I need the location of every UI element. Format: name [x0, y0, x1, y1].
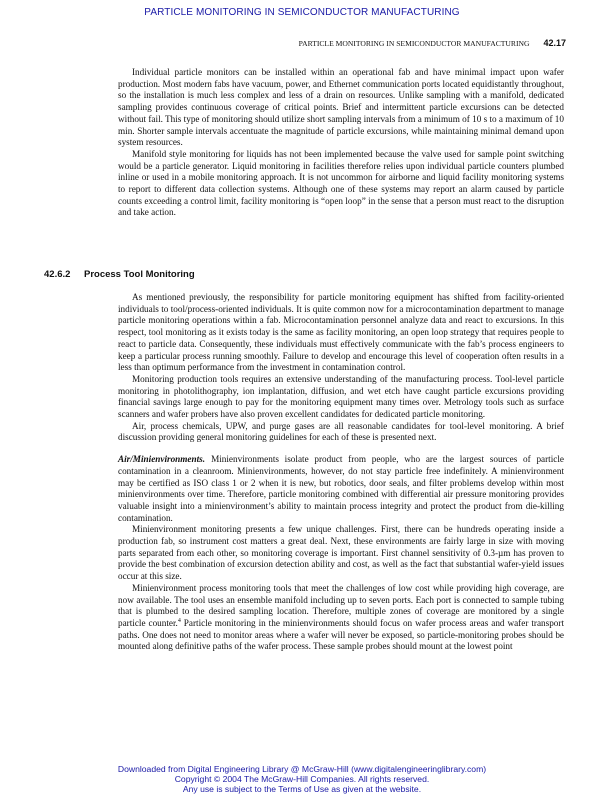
running-head [299, 38, 566, 48]
paragraph: Monitoring production tools requires an extensive understanding of the manufacturing process. Tool-level particle monitoring in photolithography, ion implantation, diffusion, and wet etch have caught particle excursions providing financial savings large enough to pay for the monitoring equipment many times over. Metrology tools such as surface scanners and wafer probers have also proven excellent candidates for dedicated particle monitoring. [118, 373, 564, 420]
page-number: 42.17 [543, 38, 566, 48]
footer-download-line[interactable]: Downloaded from Digital Engineering Library @ McGraw-Hill (www.digitalengineeringlibrary.com) [117, 764, 487, 774]
runin-text: Minienvironments isolate product from people, who are the largest sources of particle contamination in a cleanroom. Minienvironments, however, do not stay particle free indefinitely. A minienvironment may be certified as ISO class 1 or 2 when it is new, but robotics, door seals, and filter problems develop within most minienvironments over time. Therefore, particle monitoring combined with differential air pressure monitoring provides valuable insight into a minienvironment’s ability to maintain process integrity and protect the product from die-killing contamination. [118, 454, 564, 523]
runin-heading: Air/Minienvironments. [118, 454, 206, 465]
footer-terms-line: Any use is subject to the Terms of Use as given at the website. [182, 784, 422, 794]
section-tool-monitoring-body [118, 292, 564, 653]
footer-copyright-line: Copyright © 2004 The McGraw-Hill Companies. All rights reserved. [174, 774, 430, 784]
paragraph-text: Minienvironment process monitoring tools that meet the challenges of low cost while providing high coverage, are now available. The tool uses an ensemble manifold including up to seven ports. Each port is connected to sample tubing that is plumbed to the desired sampling location. Therefore, multiple zones of coverage are monitored by a single particle counter. [118, 582, 564, 628]
paragraph: Manifold style monitoring for liquids has not been implemented because the valve used for sample point switching would be a particle generator. Liquid monitoring in facilities therefore relies upon individual particle counters plumbed inline or used in a mobile monitoring approach. It is not uncommon for airborne and liquid facility monitoring systems to report to different data collection systems. Although one of these systems may report an alarm caused by particle counts exceeding a control limit, facility monitoring is “open loop” in the sense that a person must react to the disruption and take action. [118, 148, 564, 218]
document-banner: PARTICLE MONITORING IN SEMICONDUCTOR MANUFACTURING [144, 7, 460, 18]
paragraph: Air, process chemicals, UPW, and purge gases are all reasonable candidates for tool-level monitoring. A brief discussion providing general monitoring guidelines for each of these is presented next. [118, 420, 564, 443]
paragraph-text: Particle monitoring in the minienvironments should focus on wafer process areas and wafer transport paths. One does not need to monitor areas where a wafer will never be exposed, so particle-monitoring probes should be mounted along definitive paths of the wafer process. These sample probes should mount at the lowest point [118, 617, 564, 652]
section-title: Process Tool Monitoring [84, 269, 195, 280]
section-intro-body [118, 67, 564, 219]
paragraph-air-minienvironments [118, 454, 564, 524]
section-number: 42.6.2 [44, 269, 71, 280]
running-head-title: PARTICLE MONITORING IN SEMICONDUCTOR MANUFACTURING [298, 39, 530, 48]
footnote-ref[interactable]: 4 [177, 617, 181, 624]
paragraph [118, 583, 564, 653]
section-heading [44, 269, 195, 280]
paragraph: Minienvironment monitoring presents a few unique challenges. First, there can be hundreds operating inside a production fab, so instrument cost matters a great deal. Next, these environments are fairly large in size with moving parts separated from each other, so monitoring coverage is important. First channel sensitivity of 0.3-µm has proven to provide the best combination of excursion detection ability and cost, as well as the fact that substantial wafer-yield issues occur at this size. [118, 524, 564, 582]
paragraph: Individual particle monitors can be installed within an operational fab and have minimal impact upon wafer production. Most modern fabs have vacuum, power, and Ethernet communication ports located equidistantly throughout, so the installation is much less complex and less of a drain on resources. Unlike sampling with a manifold, dedicated sampling provides continuous coverage of critical points. Brief and intermittent particle excursions can be detected without fail. This type of monitoring should utilize short sampling intervals from a minimum of 10 s to a maximum of 10 min. Shorter sample intervals accentuate the magnitude of particle excursions, while maintaining minimal demand upon system resources. [118, 67, 564, 148]
download-footer [0, 764, 604, 794]
paragraph: As mentioned previously, the responsibility for particle monitoring equipment has shifted from facility-oriented individuals to tool/process-oriented individuals. It is quite common now for a microcontamination department to manage particle monitoring operations within a fab. Microcontamination personnel analyze data and react to excursions. In this respect, tool monitoring as it exists today is the same as facility monitoring, an open loop strategy that requires people to react to particle data. Consequently, these individuals must effectively communicate with the fab’s process engineers to keep a particular process running smoothly. Failure to develop and encourage this level of cooperation often results in a less than optimum performance from the investment in contamination control. [118, 292, 564, 373]
